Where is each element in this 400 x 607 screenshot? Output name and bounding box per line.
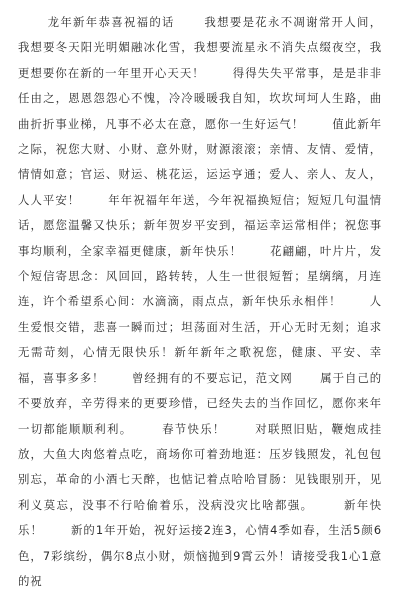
document-body-text: 龙年新年恭喜祝福的话 我想要是花永不凋谢常开人间，我想要冬天阳光明媚融冰化雪，我想要流星永不消失点缀夜空，我更想要你在新的一年里开心天天！ 得得失失平常事，是是非非任由之，恩恩怨怨心不愧，冷冷暖暖我自知，坎坎坷坷人生路，曲曲折折事业梯，凡事不必太在意，愿你一生好运气！ 值此新年之际，祝您大财、小财、意外财，财源滚滚；亲情、友情、爱情，情情如意；官运、财运、桃花运，运运亨通；爱人、亲人、友人，人人平安！ 年年祝福年年送，今年祝福换短信；短短几句温情话，愿您温馨又快乐；新年贺岁平安到，福运幸运常相伴；祝您事事均顺利，全家幸福更健康，新年快乐！ 花翩翩，叶片片，发个短信寄思念：风回回，路转转，人生一世很短暂；星缡缡，月连连，许个希望系心间：水滴滴，雨点点，新年快乐永相伴！ 人生爱恨交错，悲喜一瞬而过；坦荡面对生活，开心无时无刻；追求无需苛刻，心情无限快乐！新年新年之歌祝您，健康、平安、幸福，喜事多多！ 曾经拥有的不要忘记，范文网 属于自己的不要放弃，辛劳得来的更要珍惜，已经失去的当作回忆，愿你来年一切都能顺顺利利。 春节快乐！ 对联照旧贴，鞭炮成挂放，大鱼大肉悠着点吃，商场你可着劲地逛：压岁钱照发，礼包包别忘，革命的小酒七天醉，也惦记着点哈哈冒肠：见钱眼别开，见利义莫忘，没事不行哈偷着乐，没病没灾比啥都强。 新年快乐！ 新的1年开始，祝好运接2连3，心情4季如春，生活5颜6色，7彩缤纷，偶尔8点小财，烦恼抛到9霄云外！请接受我1心1意的祝 — [18, 15, 382, 588]
